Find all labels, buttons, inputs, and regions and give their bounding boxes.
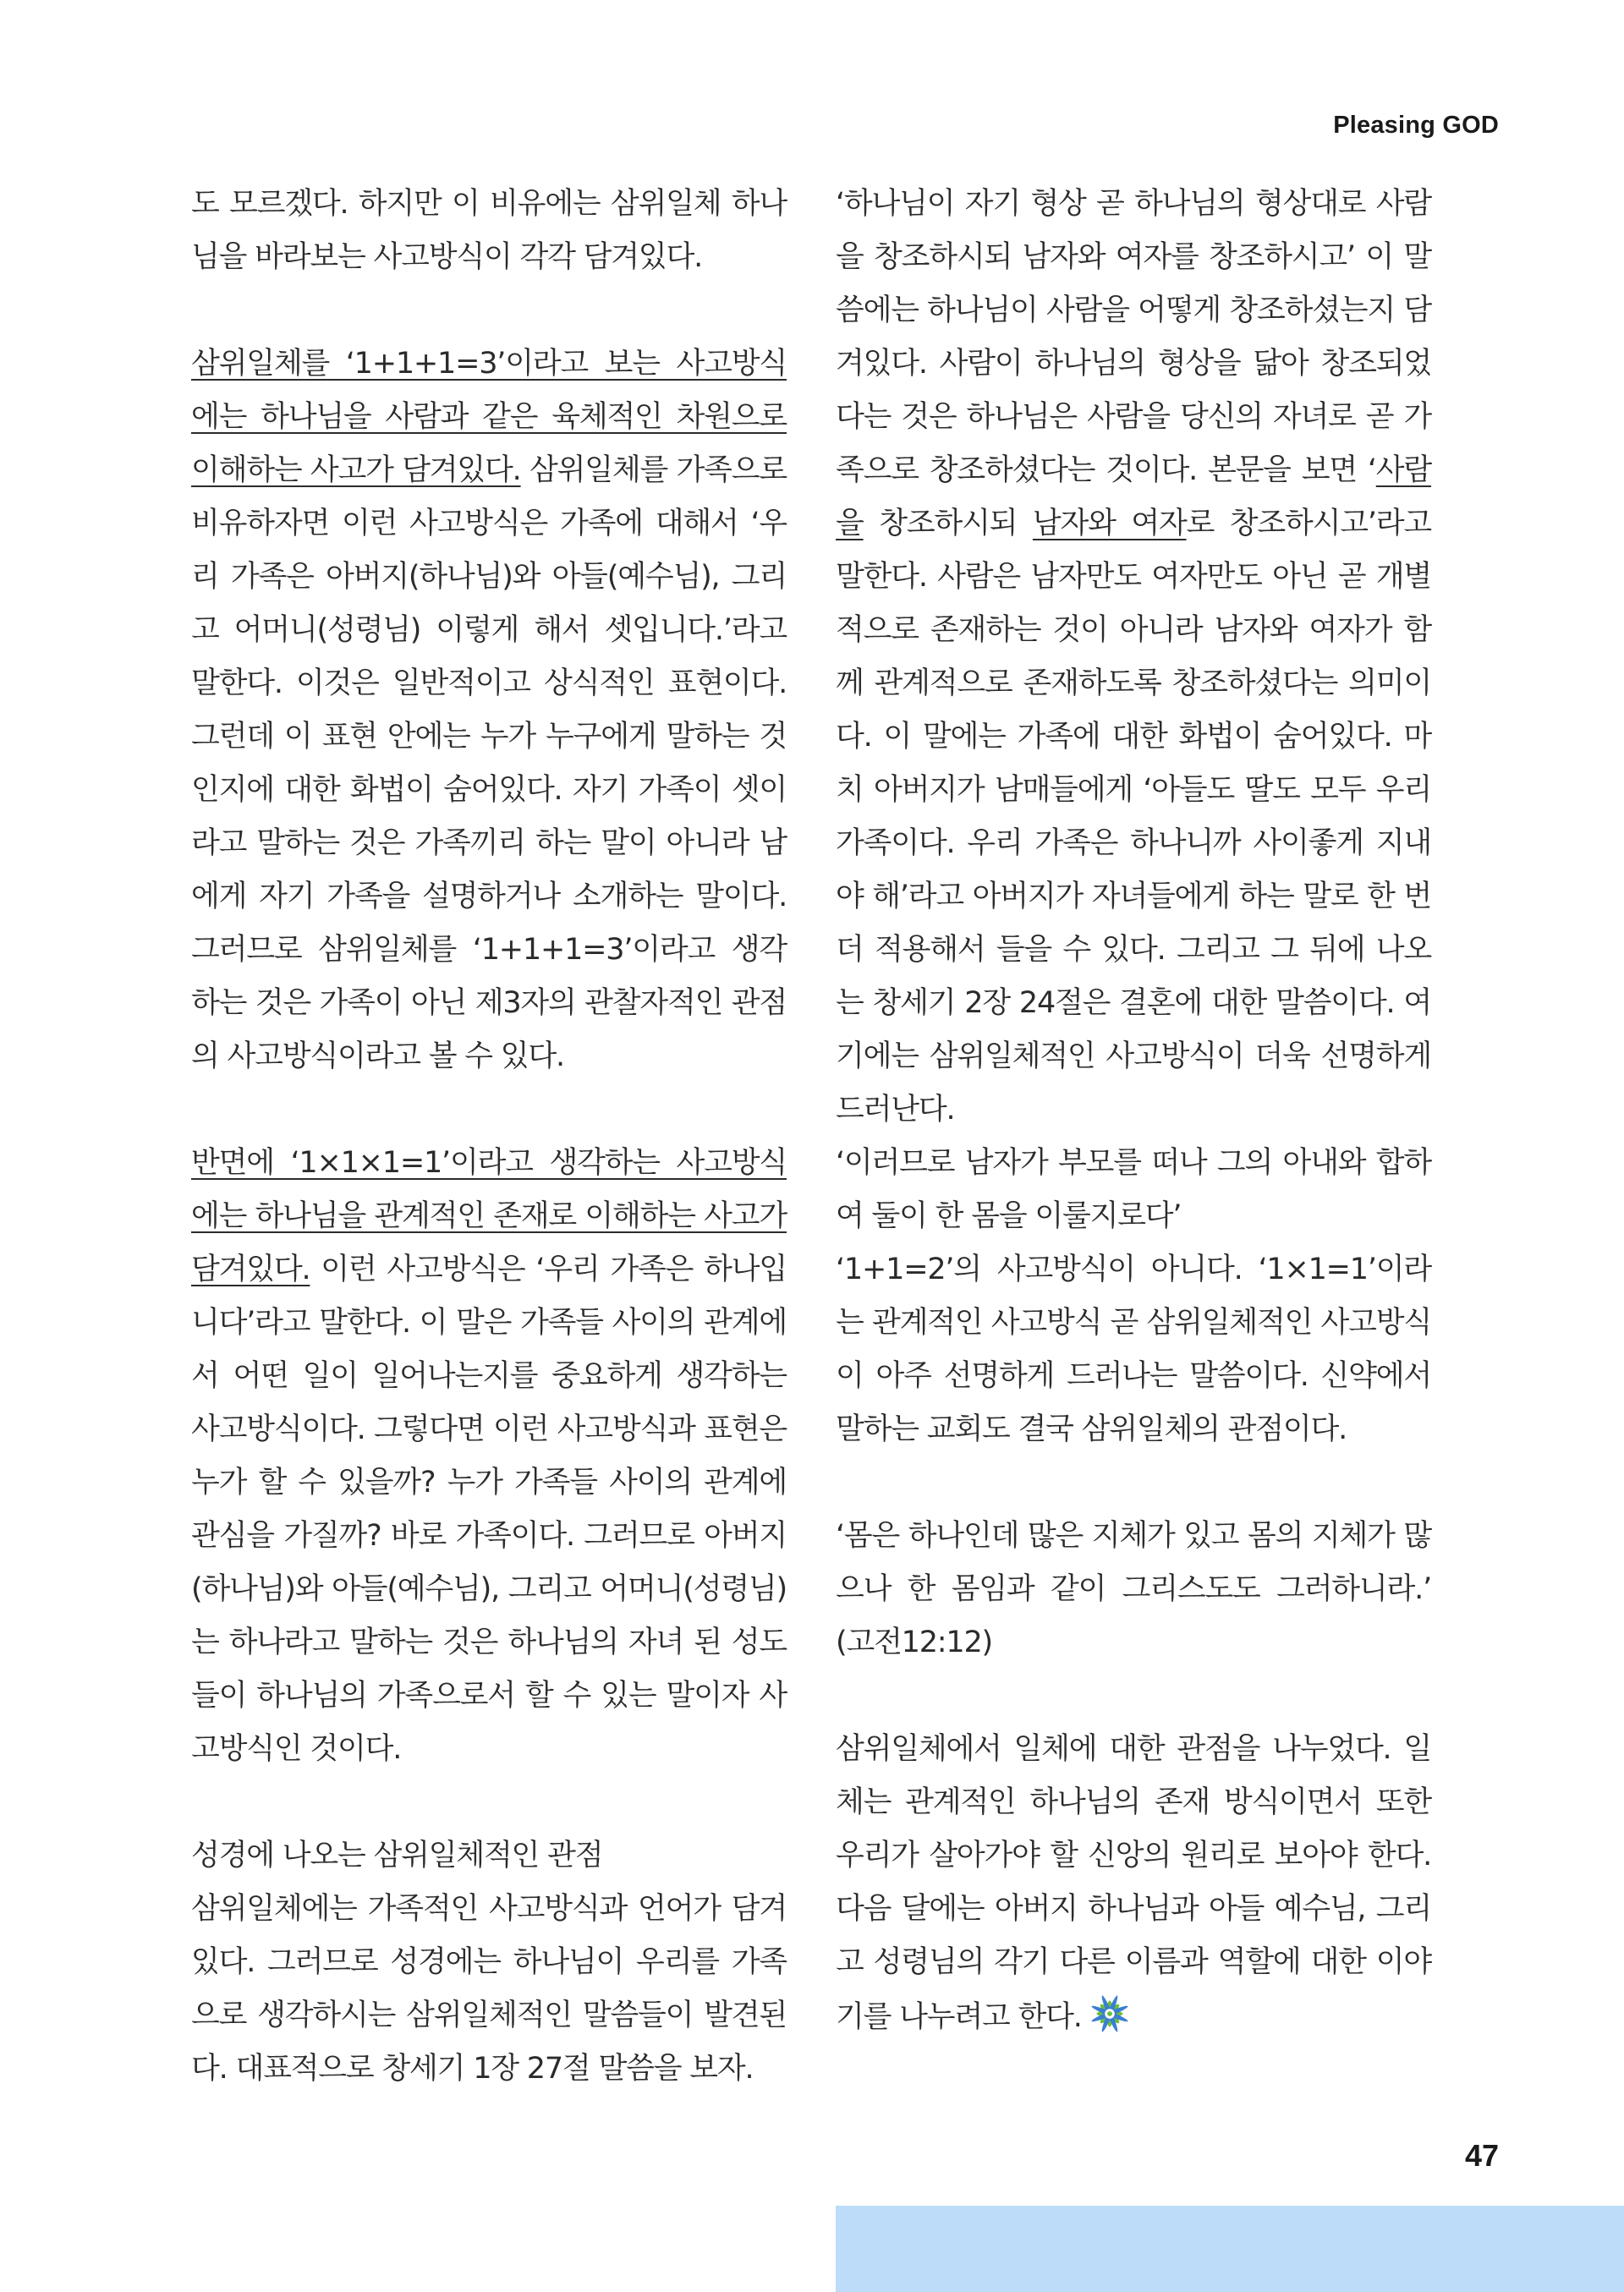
page-number: 47: [1464, 2138, 1499, 2173]
paragraph-text: 이런 사고방식은 ‘우리 가족은 하나입니다’라고 말한다. 이 말은 가족들 사이의 관계에서 어떤 일이 일어나는지를 중요하게 생각하는 사고방식이다. 그렇다면 이런 사고방식과 표현은 누가 할 수 있을까? 누가 가족들 사이의 관계에 관심을 가질까? 바로 가족이다. 그러므로 아버지(하나님)와 아들(예수님), 그리고 어머니(성령님)는 하나라고 말하는 것은 하나님의 자녀 된 성도들이 하나님의 가족으로서 할 수 있는 말이자 사고방식인 것이다.: [191, 1253, 787, 1766]
footer-color-bar: [836, 2206, 1624, 2292]
running-header: Pleasing GOD: [1333, 112, 1499, 139]
underlined-text: 삼위일체를 ‘1+1+1=3’이라고 보는 사고방식에는 하나님을 사람과 같은 육체적인 차원으로 이해하는 사고가 담겨있다.: [191, 347, 787, 487]
paragraph: ‘1+1=2’의 사고방식이 아니다. ‘1×1=1’이라는 관계적인 사고방식 곧 삼위일체적인 사고방식이 아주 선명하게 드러나는 말씀이다. 신약에서 말하는 교회도 결국 삼위일체의 관점이다.: [836, 1253, 1431, 1446]
underlined-text: 남자와 여자: [1032, 507, 1187, 540]
paragraph: 삼위일체에는 가족적인 사고방식과 언어가 담겨있다. 그러므로 성경에는 하나님이 우리를 가족으로 생각하시는 삼위일체적인 말씀들이 발견된다. 대표적으로 창세기 1장 27절 말씀을 보자.: [191, 1892, 787, 2086]
paragraph-text: ‘하나님이 자기 형상 곧 하나님의 형상대로 사람을 창조하시되 남자와 여자를 창조하시고’ 이 말씀에는 하나님이 사람을 어떻게 창조하셨는지 담겨있다. 사람이 하나님의 형상을 닮아 창조되었다는 것은 하나님은 사람을 당신의 자녀로 곧 가족으로 창조하셨다는 것이다. 본문을 보면 ‘: [836, 187, 1431, 487]
paragraph: [191, 337, 787, 1083]
underlined-text: 사람을: [836, 453, 1431, 540]
paragraph-text: 삼위일체에서 일체에 대한 관점을 나누었다. 일체는 관계적인 하나님의 존재 방식이면서 또한 우리가 살아가야 할 신앙의 원리로 보아야 한다. 다음 달에는 아버지 하나님과 아들 예수님, 그리고 성령님의 각기 다른 이름과 역할에 대한 이야기를 나누려고 한다.: [836, 1732, 1431, 2034]
paragraph: [836, 178, 1431, 1137]
underlined-text: 반면에 ‘1×1×1=1’이라고 생각하는 사고방식에는 하나님을 관계적인 존재로 이해하는 사고가 담겨있다.: [191, 1146, 787, 1286]
flower-icon: [1085, 1989, 1134, 2038]
scripture-quote: ‘몸은 하나인데 많은 지체가 있고 몸의 지체가 많으나 한 몸임과 같이 그리스도도 그러하니라.’ (고전12:12): [836, 1519, 1431, 1659]
section-heading: 성경에 나오는 삼위일체적인 관점: [191, 1839, 603, 1873]
paragraph-text: 삼위일체를 가족으로 비유하자면 이런 사고방식은 가족에 대해서 ‘우리 가족은 아버지(하나님)와 아들(예수님), 그리고 어머니(성령님) 이렇게 해서 셋입니다.’라고 말한다. 이것은 일반적이고 상식적인 표현이다. 그런데 이 표현 안에는 누가 누구에게 말하는 것인지에 대한 화법이 숨어있다. 자기 가족이 셋이라고 말하는 것은 가족끼리 하는 말이 아니라 남에게 자기 가족을 설명하거나 소개하는 말이다. 그러므로 삼위일체를 ‘1+1+1=3’이라고 생각하는 것은 가족이 아닌 제3자의 관찰자적인 관점의 사고방식이라고 볼 수 있다.: [191, 453, 787, 1073]
scripture-quote: ‘이러므로 남자가 부모를 떠나 그의 아내와 합하여 둘이 한 몸을 이룰지로다’: [836, 1146, 1431, 1233]
paragraph: 도 모르겠다. 하지만 이 비유에는 삼위일체 하나님을 바라보는 사고방식이 각각 담겨있다.: [191, 187, 787, 274]
paragraph-text: 로 창조하시고’라고 말한다. 사람은 남자만도 여자만도 아닌 곧 개별적으로 존재하는 것이 아니라 남자와 여자가 함께 관계적으로 존재하도록 창조하셨다는 의미이다. 이 말에는 가족에 대한 화법이 숨어있다. 마치 아버지가 남매들에게 ‘아들도 딸도 모두 우리 가족이다. 우리 가족은 하나니까 사이좋게 지내야 해’라고 아버지가 자녀들에게 하는 말로 한 번 더 적용해서 들을 수 있다. 그리고 그 뒤에 나오는 창세기 2장 24절은 결혼에 대한 말씀이다. 여기에는 삼위일체적인 사고방식이 더욱 선명하게 드러난다.: [836, 507, 1431, 1127]
paragraph: [191, 1137, 787, 1776]
right-column: [836, 178, 1431, 2097]
paragraph-text: 창조하시되: [863, 507, 1033, 540]
paragraph: [836, 1723, 1431, 2044]
left-column: [191, 178, 787, 2149]
